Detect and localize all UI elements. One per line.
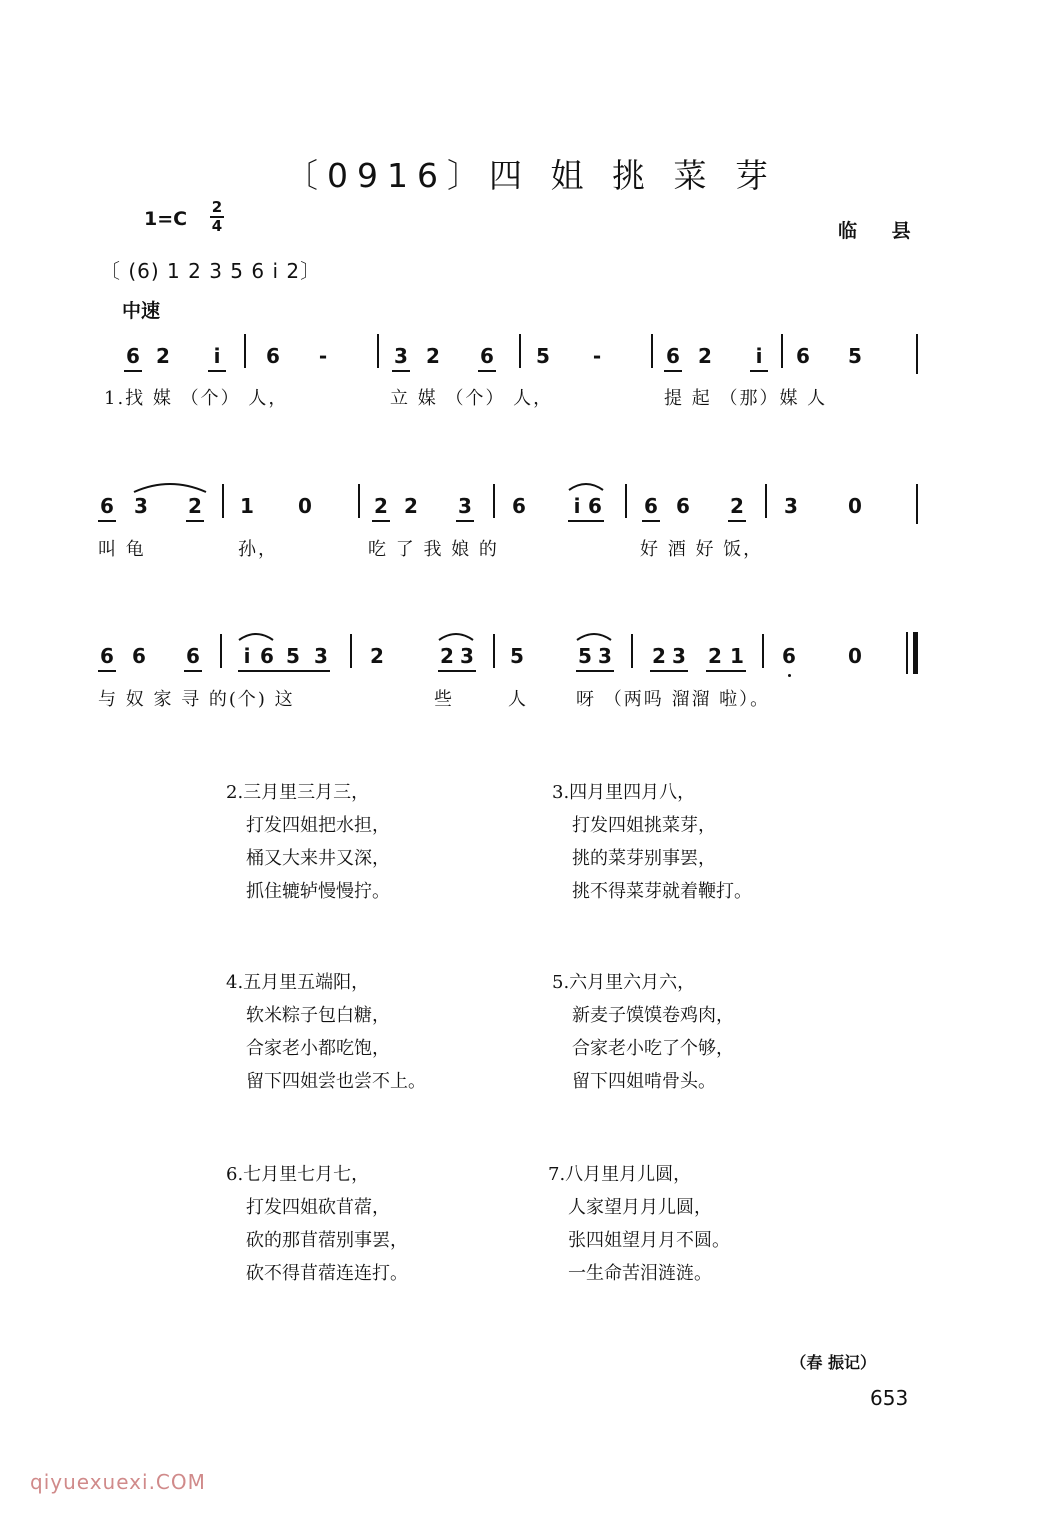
- underline-mark: [728, 520, 746, 522]
- note: 2: [652, 644, 666, 668]
- final-bar-thick: [913, 632, 918, 674]
- note: -: [592, 344, 602, 368]
- lyric-text: 叫 龟: [98, 539, 146, 560]
- slur-mark: [566, 478, 606, 492]
- bar-line: [625, 484, 627, 518]
- verse-line: 抓住辘轳慢慢拧。: [246, 881, 390, 902]
- lyric-text: 人: [508, 689, 528, 710]
- verse-line: 人家望月月儿圆，: [568, 1197, 712, 1218]
- lyric-text: 提 起 （那）媒 人: [664, 388, 828, 409]
- note: i: [573, 494, 581, 518]
- underline-mark: [456, 520, 474, 522]
- note: 3: [598, 644, 612, 668]
- tempo-marking: 中速: [122, 300, 161, 322]
- underline-mark: [478, 370, 496, 372]
- note: 6: [796, 344, 810, 368]
- verse-3: [552, 776, 752, 908]
- key-signature: 1=C: [144, 208, 188, 230]
- lyric-text: 好 酒 好 饭，: [640, 539, 764, 560]
- time-signature-bottom: 4: [211, 217, 223, 235]
- note: 2: [426, 344, 440, 368]
- verse-line: 张四姐望月月不圆。: [568, 1230, 730, 1251]
- note: 6: [644, 494, 658, 518]
- note: 1: [730, 644, 744, 668]
- note: 6: [126, 344, 140, 368]
- verse-line: 挑的菜芽别事罢，: [572, 848, 716, 869]
- note: 0: [848, 494, 862, 518]
- region-label: 临 县: [838, 220, 925, 242]
- verse-2: [226, 776, 390, 908]
- underline-mark: [184, 670, 202, 672]
- note: 3: [458, 494, 472, 518]
- bar-line: [220, 634, 222, 668]
- verse-line: 打发四姐把水担，: [246, 815, 390, 836]
- bar-line: [762, 634, 764, 668]
- intro-phrase: 〔 (6) 1 2 3 5 6 i 2〕: [100, 259, 322, 283]
- slur-mark: [436, 628, 476, 642]
- note: 5: [578, 644, 592, 668]
- underline-mark: [642, 520, 660, 522]
- note: 3: [784, 494, 798, 518]
- verse-line: 桶又大来井又深，: [246, 848, 390, 869]
- bar-line: [631, 634, 633, 668]
- note: 5: [536, 344, 550, 368]
- bar-line: [916, 334, 918, 374]
- low-octave-dot: [788, 674, 791, 677]
- bar-line: [519, 334, 521, 368]
- underline-mark: [124, 370, 142, 372]
- slur-mark: [236, 628, 276, 642]
- note: 6: [666, 344, 680, 368]
- note: 6: [588, 494, 602, 518]
- verse-line: 2.三月里三月三，: [226, 782, 370, 803]
- underline-mark: [438, 670, 476, 672]
- underline-mark: [238, 670, 330, 672]
- note: -: [318, 344, 328, 368]
- underline-mark: [664, 370, 682, 372]
- lyric-text: 呀 （两吗 溜溜 啦）。: [576, 689, 771, 710]
- bar-line: [222, 484, 224, 518]
- note: 6: [676, 494, 690, 518]
- note: 3: [672, 644, 686, 668]
- verse-line: 砍不得苜蓿连连打。: [246, 1263, 408, 1284]
- lyric-text: 些: [434, 689, 454, 710]
- underline-mark: [750, 370, 768, 372]
- note: 6: [480, 344, 494, 368]
- underline-mark: [98, 670, 116, 672]
- note: 2: [156, 344, 170, 368]
- verse-6: [226, 1158, 408, 1290]
- bar-line: [350, 634, 352, 668]
- underline-mark: [650, 670, 688, 672]
- note: 2: [440, 644, 454, 668]
- slur-mark: [574, 628, 614, 642]
- slur-mark: [130, 476, 210, 494]
- underline-mark: [706, 670, 746, 672]
- underline-mark: [392, 370, 410, 372]
- verse-line: 7.八月里月儿圆，: [548, 1164, 692, 1185]
- underline-mark: [576, 670, 614, 672]
- verse-line: 5.六月里六月六，: [552, 972, 696, 993]
- note: 3: [460, 644, 474, 668]
- note: 5: [510, 644, 524, 668]
- transcriber-credit: （春 振记）: [790, 1353, 876, 1372]
- note: 6: [132, 644, 146, 668]
- final-bar-thin: [906, 632, 908, 674]
- bar-line: [765, 484, 767, 518]
- underline-mark: [208, 370, 226, 372]
- underline-mark: [568, 520, 604, 522]
- verse-line: 3.四月里四月八，: [552, 782, 696, 803]
- verse-4: [226, 966, 426, 1098]
- note: 5: [286, 644, 300, 668]
- verse-line: 挑不得菜芽就着鞭打。: [572, 881, 752, 902]
- verse-line: 一生命苦泪涟涟。: [568, 1263, 712, 1284]
- note: 6: [100, 644, 114, 668]
- lyric-text: 1.找 媒 （个） 人，: [104, 388, 289, 409]
- note: 2: [404, 494, 418, 518]
- time-signature: [210, 200, 224, 234]
- note: 2: [708, 644, 722, 668]
- note: 6: [100, 494, 114, 518]
- note: 2: [730, 494, 744, 518]
- verse-line: 4.五月里五端阳，: [226, 972, 370, 993]
- watermark: qiyuexuexi.COM: [30, 1470, 206, 1494]
- bar-line: [651, 334, 653, 368]
- note: 0: [298, 494, 312, 518]
- bar-line: [916, 484, 918, 524]
- verse-line: 打发四姐砍苜蓿，: [246, 1197, 390, 1218]
- bar-line: [493, 484, 495, 518]
- note: 2: [188, 494, 202, 518]
- note: 3: [134, 494, 148, 518]
- verse-line: 新麦子馍馍卷鸡肉，: [572, 1005, 734, 1026]
- verse-line: 留下四姐尝也尝不上。: [246, 1071, 426, 1092]
- bar-line: [781, 334, 783, 368]
- note: i: [243, 644, 251, 668]
- song-title: 〔0916〕四 姐 挑 菜 芽: [285, 156, 777, 195]
- note: 0: [848, 644, 862, 668]
- note: 1: [240, 494, 254, 518]
- verse-line: 打发四姐挑菜芽，: [572, 815, 716, 836]
- note: 3: [314, 644, 328, 668]
- note: 5: [848, 344, 862, 368]
- time-signature-top: 2: [211, 198, 223, 216]
- verse-line: 砍的那苜蓿别事罢，: [246, 1230, 408, 1251]
- note: i: [755, 344, 763, 368]
- bar-line: [358, 484, 360, 518]
- note: 2: [370, 644, 384, 668]
- verse-line: 合家老小吃了个够，: [572, 1038, 734, 1059]
- note: 3: [394, 344, 408, 368]
- note: 6: [266, 344, 280, 368]
- lyric-text: 吃 了 我 娘 的: [368, 539, 499, 560]
- bar-line: [493, 634, 495, 668]
- verse-5: [552, 966, 734, 1098]
- verse-line: 软米粽子包白糖，: [246, 1005, 390, 1026]
- note: i: [213, 344, 221, 368]
- note: 2: [374, 494, 388, 518]
- verse-line: 留下四姐啃骨头。: [572, 1071, 716, 1092]
- verse-line: 合家老小都吃饱，: [246, 1038, 390, 1059]
- bar-line: [244, 334, 246, 368]
- note: 6: [782, 644, 796, 668]
- verse-line: 6.七月里七月七，: [226, 1164, 370, 1185]
- verse-7: [548, 1158, 730, 1290]
- note: 6: [512, 494, 526, 518]
- bar-line: [377, 334, 379, 368]
- underline-mark: [186, 520, 204, 522]
- note: 2: [698, 344, 712, 368]
- lyric-text: 立 媒 （个） 人，: [390, 388, 554, 409]
- lyric-text: 孙，: [238, 539, 278, 560]
- note: 6: [260, 644, 274, 668]
- page-number: 653: [870, 1386, 909, 1410]
- underline-mark: [98, 520, 116, 522]
- note: 6: [186, 644, 200, 668]
- lyric-text: 与 奴 家 寻 的(个) 这: [98, 689, 295, 710]
- underline-mark: [372, 520, 390, 522]
